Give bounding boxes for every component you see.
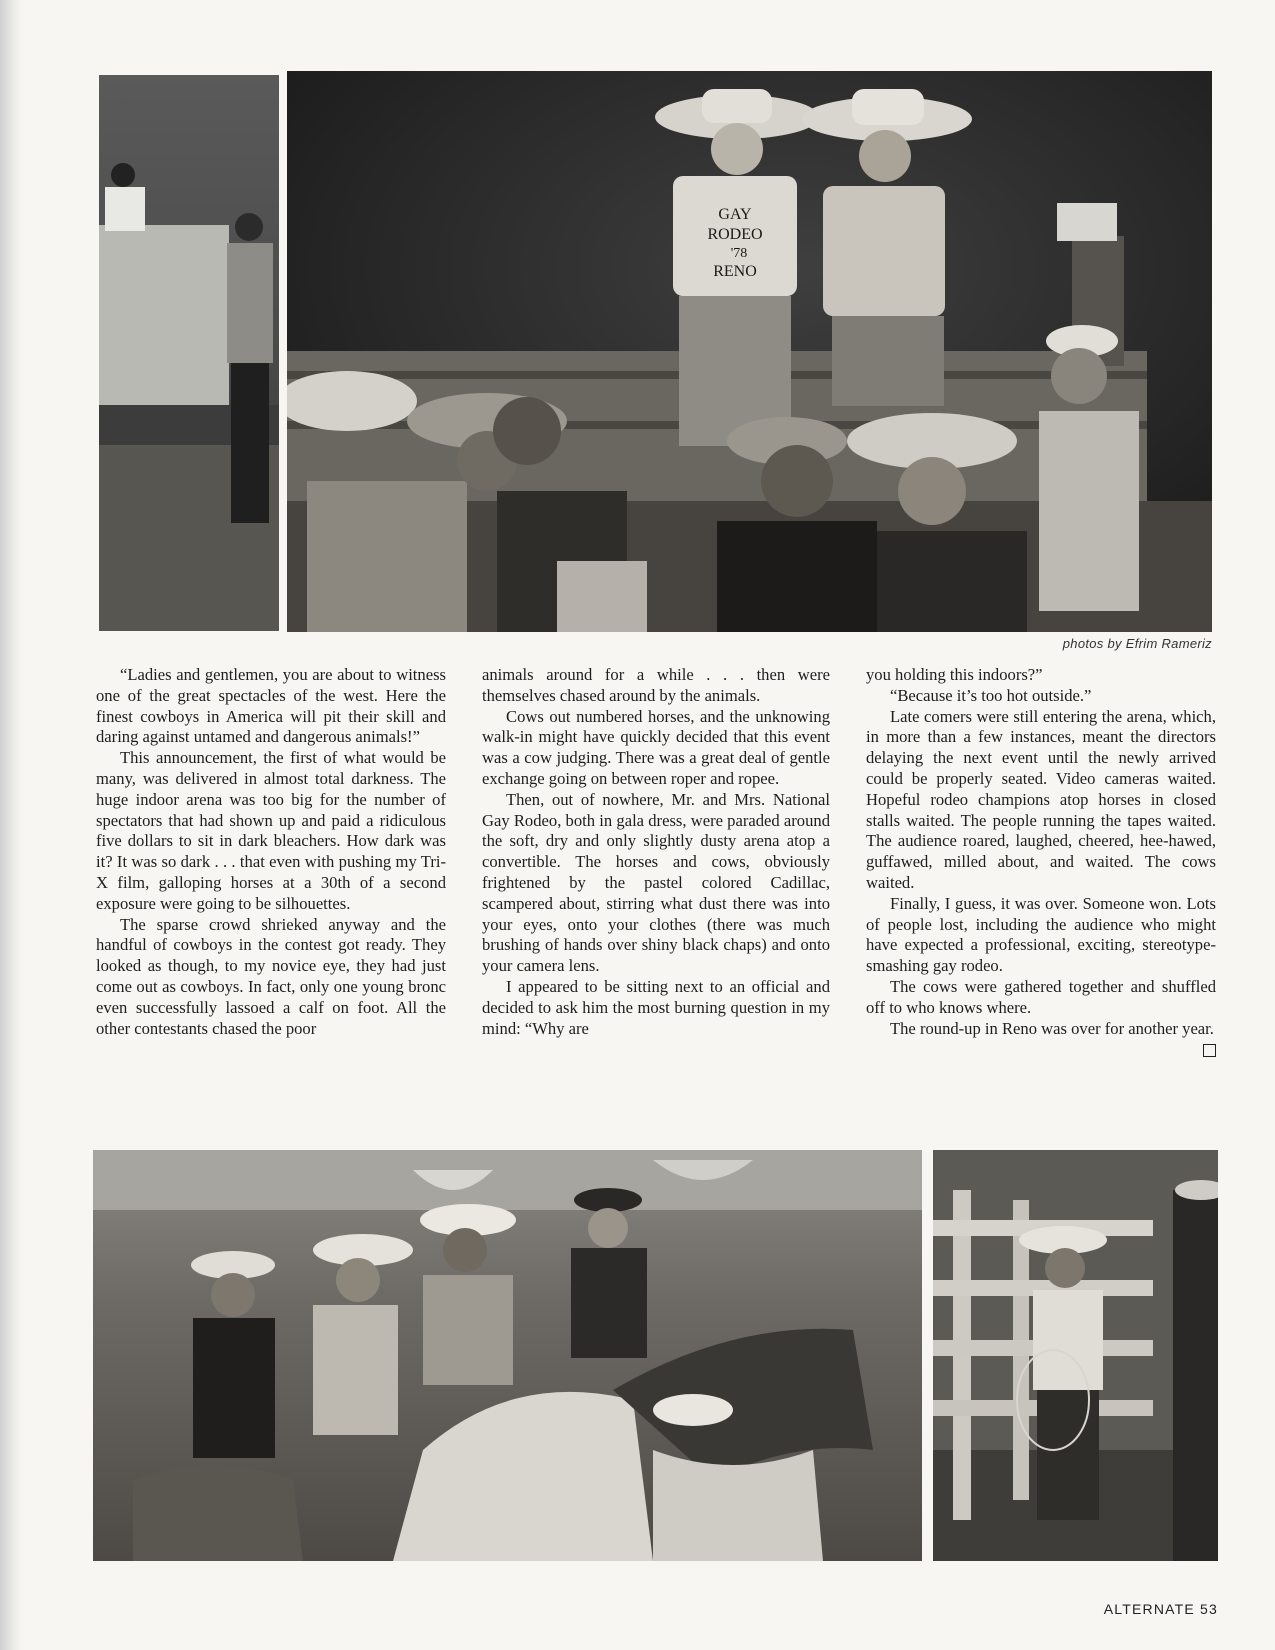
photo-spectators-by-wall bbox=[99, 75, 279, 631]
photo-roper-by-fence bbox=[933, 1150, 1218, 1561]
paragraph: Cows out numbered horses, and the unknowing walk-in might have quickly decided that this event was a cow judging. There was a great deal of gentle exchange going on between roper and ropee. bbox=[482, 706, 830, 788]
shirt-text-line-4: RENO bbox=[713, 263, 757, 280]
article-column-1 bbox=[96, 665, 446, 1039]
paragraph: The sparse crowd shrieked anyway and the handful of cowboys in the contest got ready. They looked as though, to my novice eye, they had just come out as cowboys. In fact, only one young bronc even successfully lassoed a calf on foot. All the other contestants chased the poor bbox=[96, 914, 446, 1038]
paragraph-final bbox=[866, 1019, 1216, 1040]
shirt-text-line-2: RODEO bbox=[707, 226, 763, 243]
article-column-2 bbox=[482, 665, 830, 1039]
paragraph: animals around for a while . . . then were themselves chased around by the animals. bbox=[482, 665, 830, 705]
paragraph: The cows were gathered together and shuffled off to who knows where. bbox=[866, 976, 1216, 1017]
paragraph: Late comers were still entering the arena, which, in more than a few instances, meant the directors delaying the next event until the newly arrived could be properly seated. Video cameras waited. Hopeful rodeo champions atop horses in closed stalls waited. The people running the tapes waited. The audience roared, laughed, cheered, hee-hawed, guffawed, milled about, and waited. The cows waited. bbox=[866, 706, 1216, 892]
paragraph: you holding this indoors?” bbox=[866, 665, 1043, 684]
end-of-article-mark bbox=[1203, 1044, 1216, 1057]
paragraph: “Because it’s too hot outside.” bbox=[890, 685, 1092, 705]
paragraph: Finally, I guess, it was over. Someone won. Lots of people lost, including the audience who might have expected a professional, exciting, stereotype-smashing gay rodeo. bbox=[866, 893, 1216, 976]
shirt-text-line-1: GAY bbox=[718, 206, 752, 223]
photo-credit: photos by Efrim Rameriz bbox=[1062, 636, 1212, 651]
photo-cowboys-on-rail bbox=[287, 71, 1212, 632]
paragraph: I appeared to be sitting next to an official and decided to ask him the most burning question in my mind: “Why are bbox=[482, 976, 830, 1038]
page-folio: ALTERNATE 53 bbox=[1103, 1601, 1218, 1617]
photo-riders-on-horseback bbox=[93, 1150, 922, 1561]
paragraph: Then, out of nowhere, Mr. and Mrs. National Gay Rodeo, both in gala dress, were paraded around the soft, dry and only slightly dusty arena atop a convertible. The horses and cows, obviously frightened by the pastel colored Cadillac, scampered about, stirring what dust there was into your eyes, onto your clothes (there was much brushing of hands over shiny black chaps) and onto your camera lens. bbox=[482, 789, 830, 976]
shirt-text-line-3: '78 bbox=[730, 246, 748, 261]
article-column-3 bbox=[866, 665, 1216, 1057]
final-sentence: The round-up in Reno was over for another year. bbox=[890, 1018, 1214, 1038]
paragraph: This announcement, the first of what would be many, was delivered in almost total darkness. The huge indoor arena was too big for the number of spectators that had shown up and paid a ridiculous five dollars to sit in dark bleachers. How dark was it? It was so dark . . . that even with pushing my Tri-X film, galloping horses at a 30th of a second exposure were going to be silhouettes. bbox=[96, 748, 446, 913]
page-edge-shadow bbox=[0, 0, 22, 1650]
paragraph: “Ladies and gentlemen, you are about to witness one of the great spectacles of the west. Here the finest cowboys in America will pit their skill and daring against untamed and dangerous animals!” bbox=[96, 665, 446, 747]
